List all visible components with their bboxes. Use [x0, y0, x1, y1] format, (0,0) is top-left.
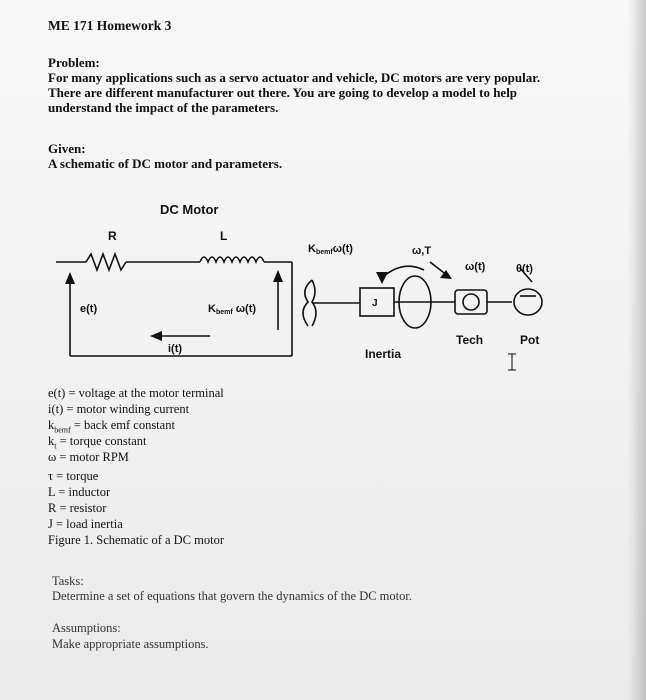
dc-motor-label: DC Motor [160, 202, 219, 217]
back-emf-label: Kbemf ω(t) [208, 303, 257, 316]
given-heading: Given: [48, 141, 86, 156]
def-voltage: e(t) = voltage at the motor terminal [48, 386, 224, 400]
assumptions-text: Make appropriate assumptions. [52, 637, 209, 651]
back-emf-top-label: Kbemfω(t) [308, 243, 353, 256]
def-inertia: J = load inertia [48, 517, 123, 531]
problem-line-1: For many applications such as a servo actuator and vehicle, DC motors are very popular. [48, 70, 541, 85]
inertia-label: Inertia [365, 347, 402, 361]
problem-heading: Problem: [48, 55, 100, 70]
def-back-emf: $k_{bemf}$ = back emf constant [48, 418, 175, 435]
def-rpm: ω = motor RPM [48, 450, 129, 464]
current-label: i(t) [168, 343, 183, 355]
resistor-label: R [108, 229, 117, 243]
tech-label: Tech [456, 333, 484, 347]
def-inductor: L = inductor [48, 485, 111, 499]
def-current: i(t) = motor winding current [48, 402, 190, 416]
voltage-label: e(t) [80, 303, 98, 315]
tasks-heading: Tasks: [52, 574, 84, 588]
theta-label: θ(t) [516, 263, 533, 275]
problem-line-3: understand the impact of the parameters. [48, 100, 279, 115]
omega-label: ω(t) [465, 261, 486, 273]
potentiometer [514, 289, 542, 315]
def-resistor: R = resistor [48, 501, 107, 515]
resistor-symbol [86, 254, 126, 270]
pot-label: Pot [520, 333, 540, 347]
omega-torque-label: ω,T [412, 245, 432, 257]
inertia-j-label: J [372, 298, 378, 309]
inductor-symbol [200, 257, 264, 262]
def-torque: τ = torque [48, 469, 99, 483]
text-cursor-icon [508, 354, 516, 370]
given-text: A schematic of DC motor and parameters. [48, 156, 283, 171]
problem-line-2: There are different manufacturer out there. You are going to develop a model to help [48, 85, 518, 100]
tasks-text: Determine a set of equations that govern the dynamics of the DC motor. [52, 589, 412, 603]
page-title: ME 171 Homework 3 [48, 18, 172, 33]
def-torque-constant: $k_t$ = torque constant [48, 434, 147, 451]
assumptions-heading: Assumptions: [52, 621, 121, 635]
figure-caption: Figure 1. Schematic of a DC motor [48, 533, 225, 547]
inductor-label: L [220, 229, 228, 243]
